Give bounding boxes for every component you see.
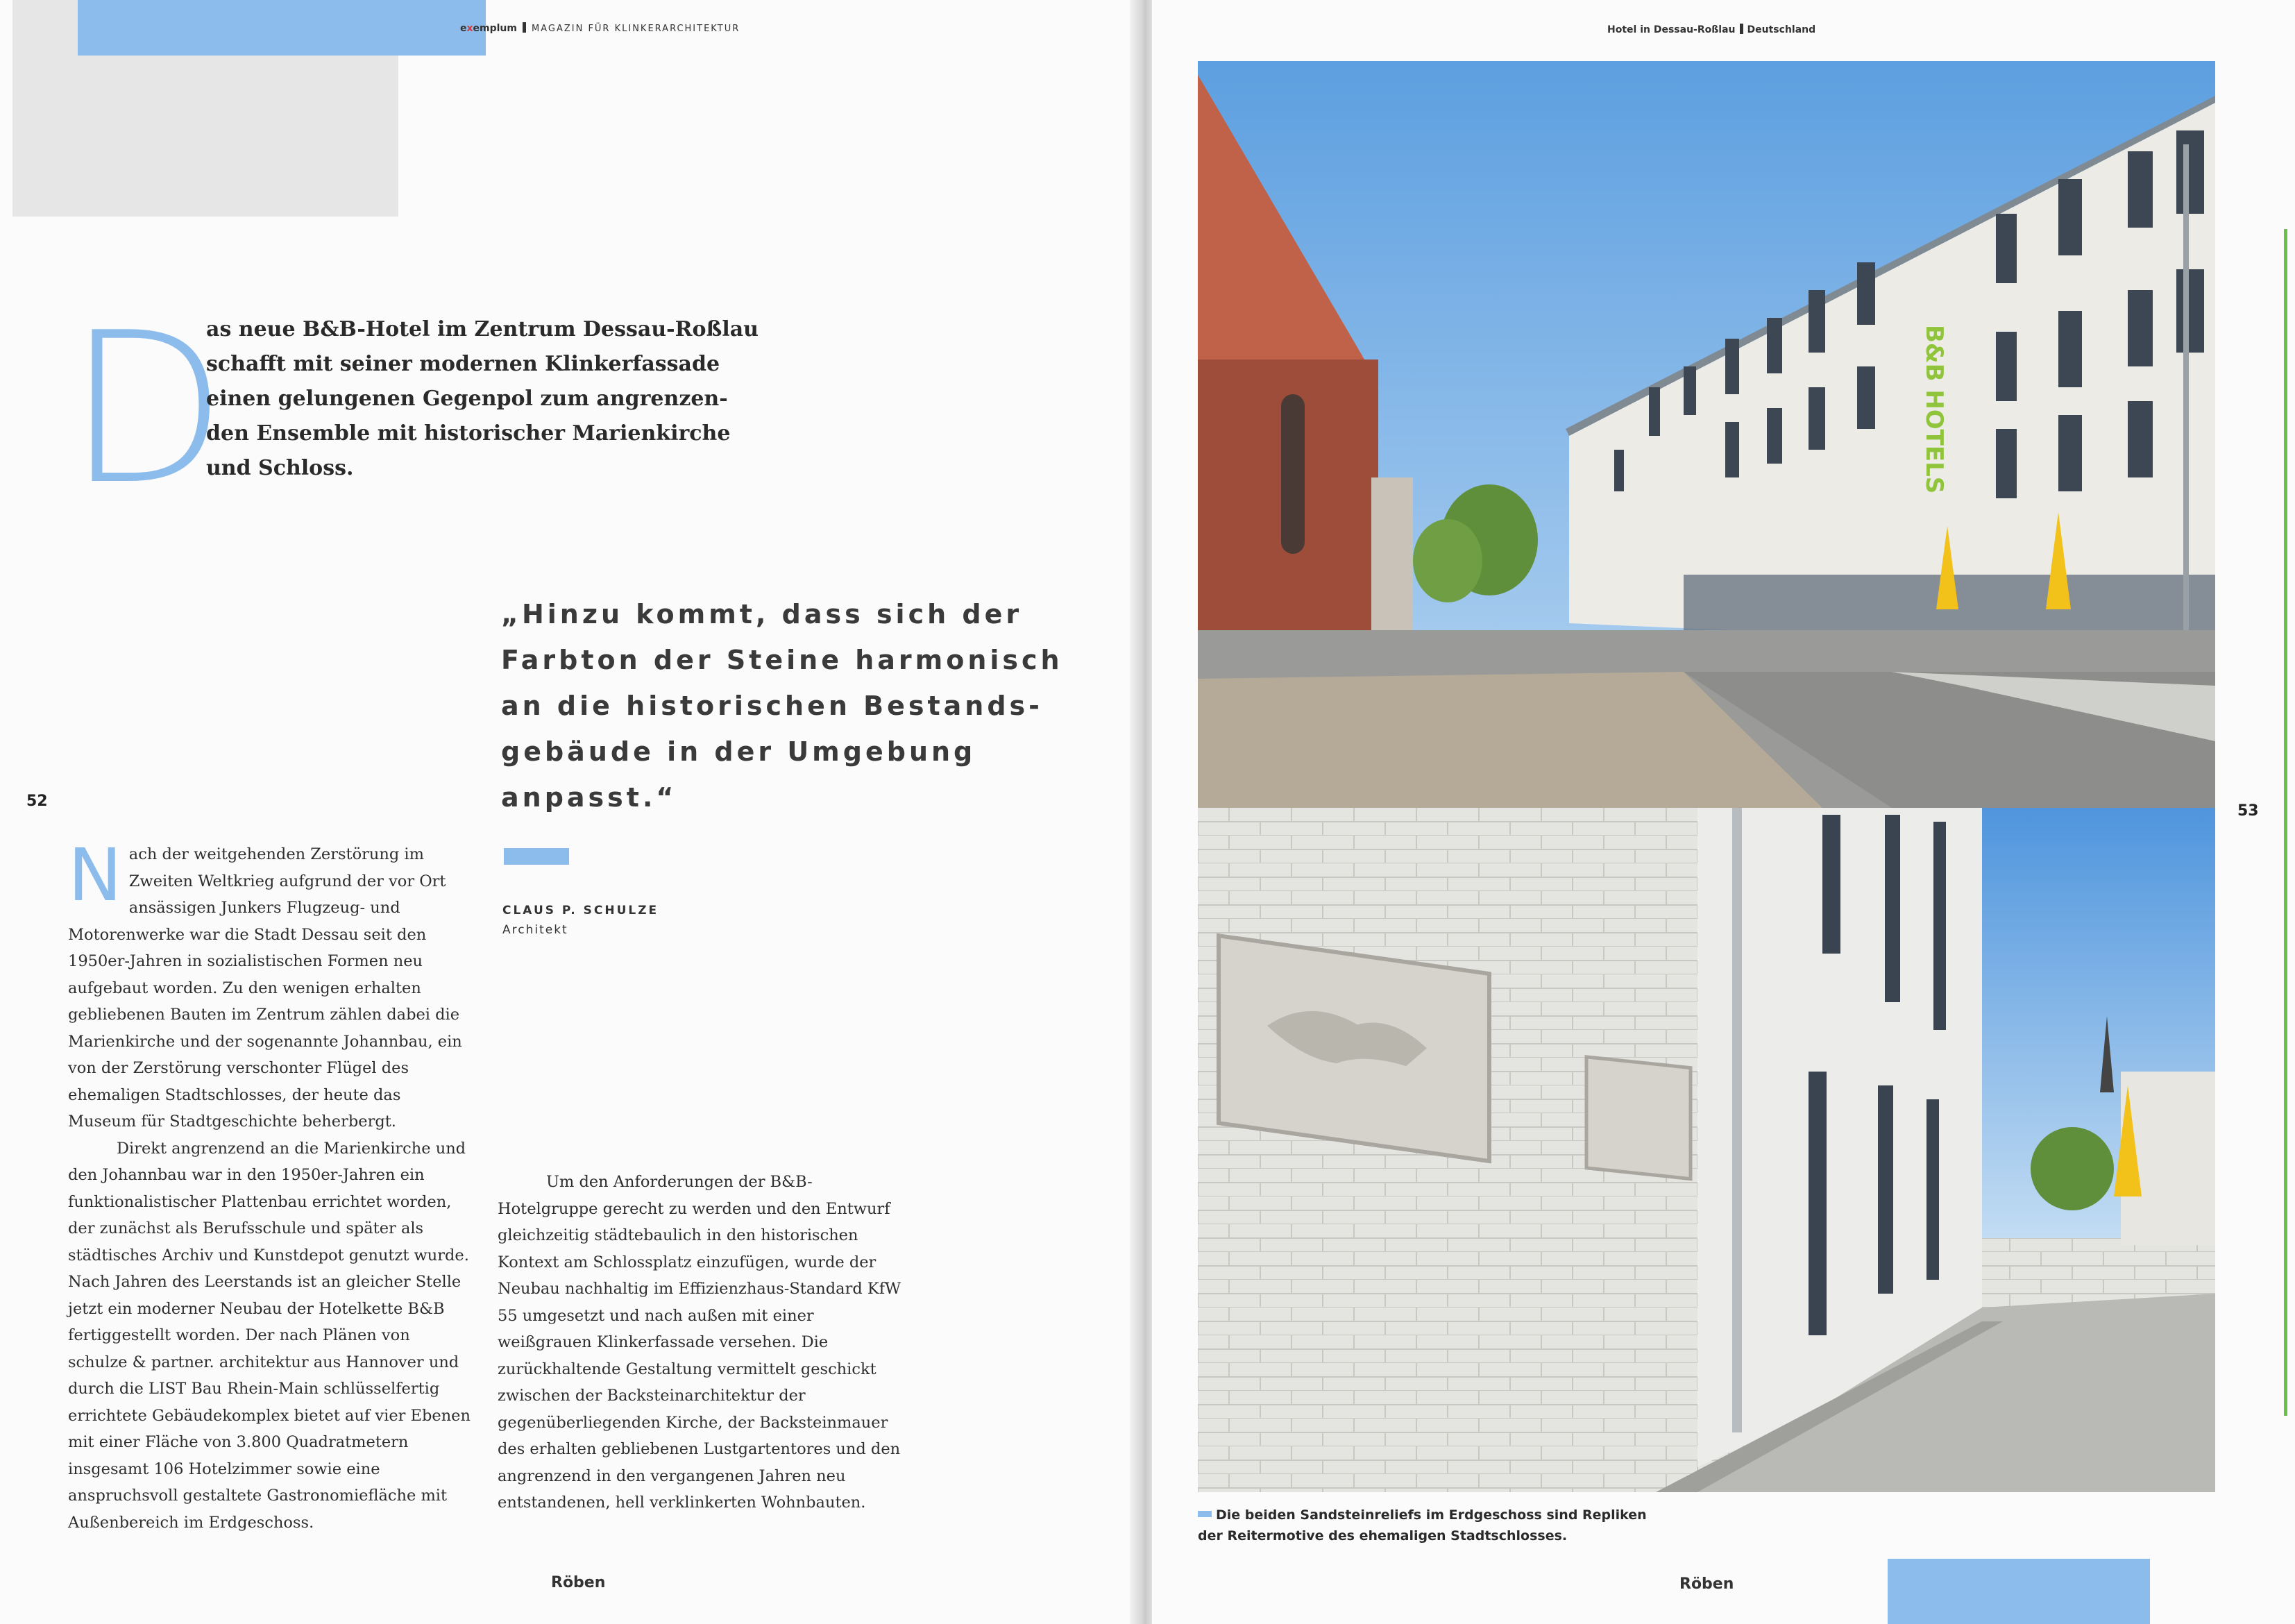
hotel-sign: B&B HOTELS xyxy=(1920,325,1948,494)
header-accent-bar xyxy=(78,0,486,56)
relief-facade-photo xyxy=(1198,808,2215,1492)
quote-line: an die historischen Bestands- xyxy=(501,691,1043,721)
relief-facade-illustration xyxy=(1198,808,2215,1492)
page-number-left: 52 xyxy=(26,793,48,810)
location-title: Hotel in Dessau-Roßlau xyxy=(1607,24,1736,35)
body-paragraph-2: Direkt angrenzend an die Marienkirche und den Johannbau war in den 1950er-Jahren ein funktionalistischer Plattenbau errichtet worden, der zunächst als Berufsschule und später als städtisches Archiv und Kunstdepot genutzt wurde. Nach Jahren des Leerstands ist an gleicher Stelle jetzt ein moderner Neubau der Hotelkette B&B fertiggestellt worden. Der nach Plänen von schulze & partner. architektur aus Hannover und durch die LIST Bau Rhein-Main schlüsselfertig errichtete Gebäudekomplex bietet auf vier Ebenen mit einer Fläche von 3.800 Quadratmetern insgesamt 106 Hotelzimmer sowie eine anspruchsvoll gestaltete Gastronomiefläche mit Außenbereich im Erdgeschoss. xyxy=(68,1139,471,1532)
lead-dropcap: D xyxy=(67,288,228,530)
body-column-2 xyxy=(498,1169,901,1516)
body-paragraph-3: Um den Anforderungen der B&B-Hotelgruppe gerecht zu werden und den Entwurf gleichzeitig städtebaulich in den historischen Kontext am Schlossplatz einzufügen, wurde der Neubau nachhaltig im Effizienzhaus-Standard KfW 55 umgesetzt und nach außen mit einer weißgrauen Klinkerfassade versehen. Die zurückhaltende Gestaltung vermittelt geschickt zwischen der Backsteinarchitektur der gegenüberliegenden Kirche, der Backsteinmauer des erhalten gebliebenen Lustgartentores und den angrenzend in den vergangenen Jahren neu entstandenen, hell verklinkerten Wohnbauten. xyxy=(498,1173,901,1512)
roeben-logo-right: Röben xyxy=(1679,1575,1734,1593)
caption-line: der Reitermotive des ehemaligen Stadtschlosses. xyxy=(1198,1528,1568,1543)
quote-line: gebäude in der Umgebung xyxy=(501,736,976,767)
lead-line: as neue B&B-Hotel im Zentrum Dessau-Roßlau xyxy=(206,317,759,341)
magazine-brand: exemplum xyxy=(460,23,517,34)
location-header xyxy=(1607,24,1815,35)
quote-accent-bar xyxy=(504,848,569,865)
quote-author-role: Architekt xyxy=(502,923,568,937)
lead-line: den Ensemble mit historischer Marienkirche xyxy=(206,421,731,446)
body-dropcap: N xyxy=(68,833,122,917)
pull-quote xyxy=(501,591,1063,820)
hotel-street-illustration xyxy=(1198,61,2215,808)
hotel-street-photo xyxy=(1198,61,2215,808)
edge-green-strip xyxy=(2284,229,2287,1416)
location-country: Deutschland xyxy=(1747,24,1816,35)
caption-line: Die beiden Sandsteinreliefs im Erdgeschoss sind Repliken xyxy=(1216,1507,1647,1523)
magazine-header xyxy=(460,22,740,34)
quote-line: „Hinzu kommt, dass sich der xyxy=(501,599,1023,629)
page-number-right: 53 xyxy=(2237,802,2259,820)
lead-line: schafft mit seiner modernen Klinkerfassade xyxy=(206,352,720,376)
roeben-logo-left: Röben xyxy=(551,1574,606,1591)
body-column-1 xyxy=(68,833,472,1536)
quote-line: Farbton der Steine harmonisch xyxy=(501,645,1063,675)
lead-line: und Schloss. xyxy=(206,456,354,480)
lead-line: einen gelungenen Gegenpol zum angrenzen- xyxy=(206,387,728,411)
lead-paragraph xyxy=(206,312,759,486)
right-page xyxy=(1152,0,2295,1624)
quote-line: anpasst.“ xyxy=(501,782,677,813)
quote-author: CLAUS P. SCHULZE xyxy=(502,904,659,917)
photo-caption xyxy=(1198,1505,1647,1546)
left-page xyxy=(0,0,1138,1624)
body-paragraph-1: ach der weitgehenden Zerstörung im Zweiten Weltkrieg aufgrund der vor Ort ansässigen Junkers Flugzeug- und Motorenwerke war die Stadt Dessau seit den 1950er-Jahren in sozialistischen Formen neu aufgebaut worden. Zu den wenigen erhalten gebliebenen Bauten im Zentrum zählen dabei die Marienkirche und der sogenannte Johannbau, ein von der Zerstörung verschonter Flügel des ehemaligen Stadtschlosses, der heute das Museum für Stadtgeschichte beherbergt. xyxy=(68,845,462,1131)
footer-accent-bar xyxy=(1888,1559,2150,1624)
magazine-title: MAGAZIN FÜR KLINKERARCHITEKTUR xyxy=(532,24,740,34)
